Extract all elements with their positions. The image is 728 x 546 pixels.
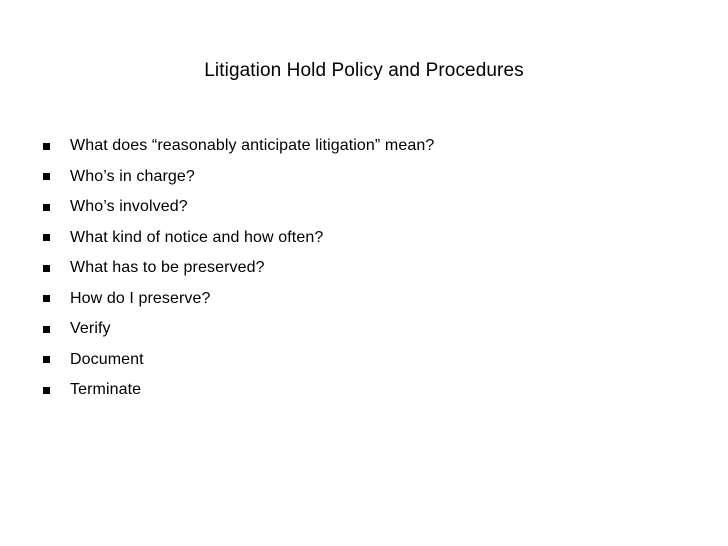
square-bullet-icon [43, 143, 50, 150]
slide-title: Litigation Hold Policy and Procedures [204, 60, 524, 81]
square-bullet-icon [43, 326, 50, 333]
list-item [43, 345, 434, 376]
list-item-text: How do I preserve? [70, 289, 211, 307]
square-bullet-icon [43, 173, 50, 180]
list-item [43, 192, 434, 223]
square-bullet-icon [43, 295, 50, 302]
list-item-text: Who’s involved? [70, 198, 188, 216]
list-item [43, 223, 434, 254]
square-bullet-icon [43, 234, 50, 241]
list-item-text: What has to be preserved? [70, 259, 265, 277]
list-item-text: Document [70, 350, 144, 368]
list-item-text: What does “reasonably anticipate litigation” mean? [70, 137, 435, 155]
list-item [43, 131, 434, 162]
list-item [43, 162, 434, 193]
list-item [43, 375, 434, 406]
list-item [43, 253, 434, 284]
square-bullet-icon [43, 204, 50, 211]
square-bullet-icon [43, 356, 50, 363]
square-bullet-icon [43, 265, 50, 272]
list-item-text: Terminate [70, 381, 142, 399]
bullet-list [43, 131, 434, 406]
list-item [43, 284, 434, 315]
list-item-text: Who’s in charge? [70, 167, 195, 185]
list-item [43, 314, 434, 345]
list-item-text: What kind of notice and how often? [70, 228, 324, 246]
square-bullet-icon [43, 387, 50, 394]
list-item-text: Verify [70, 320, 111, 338]
